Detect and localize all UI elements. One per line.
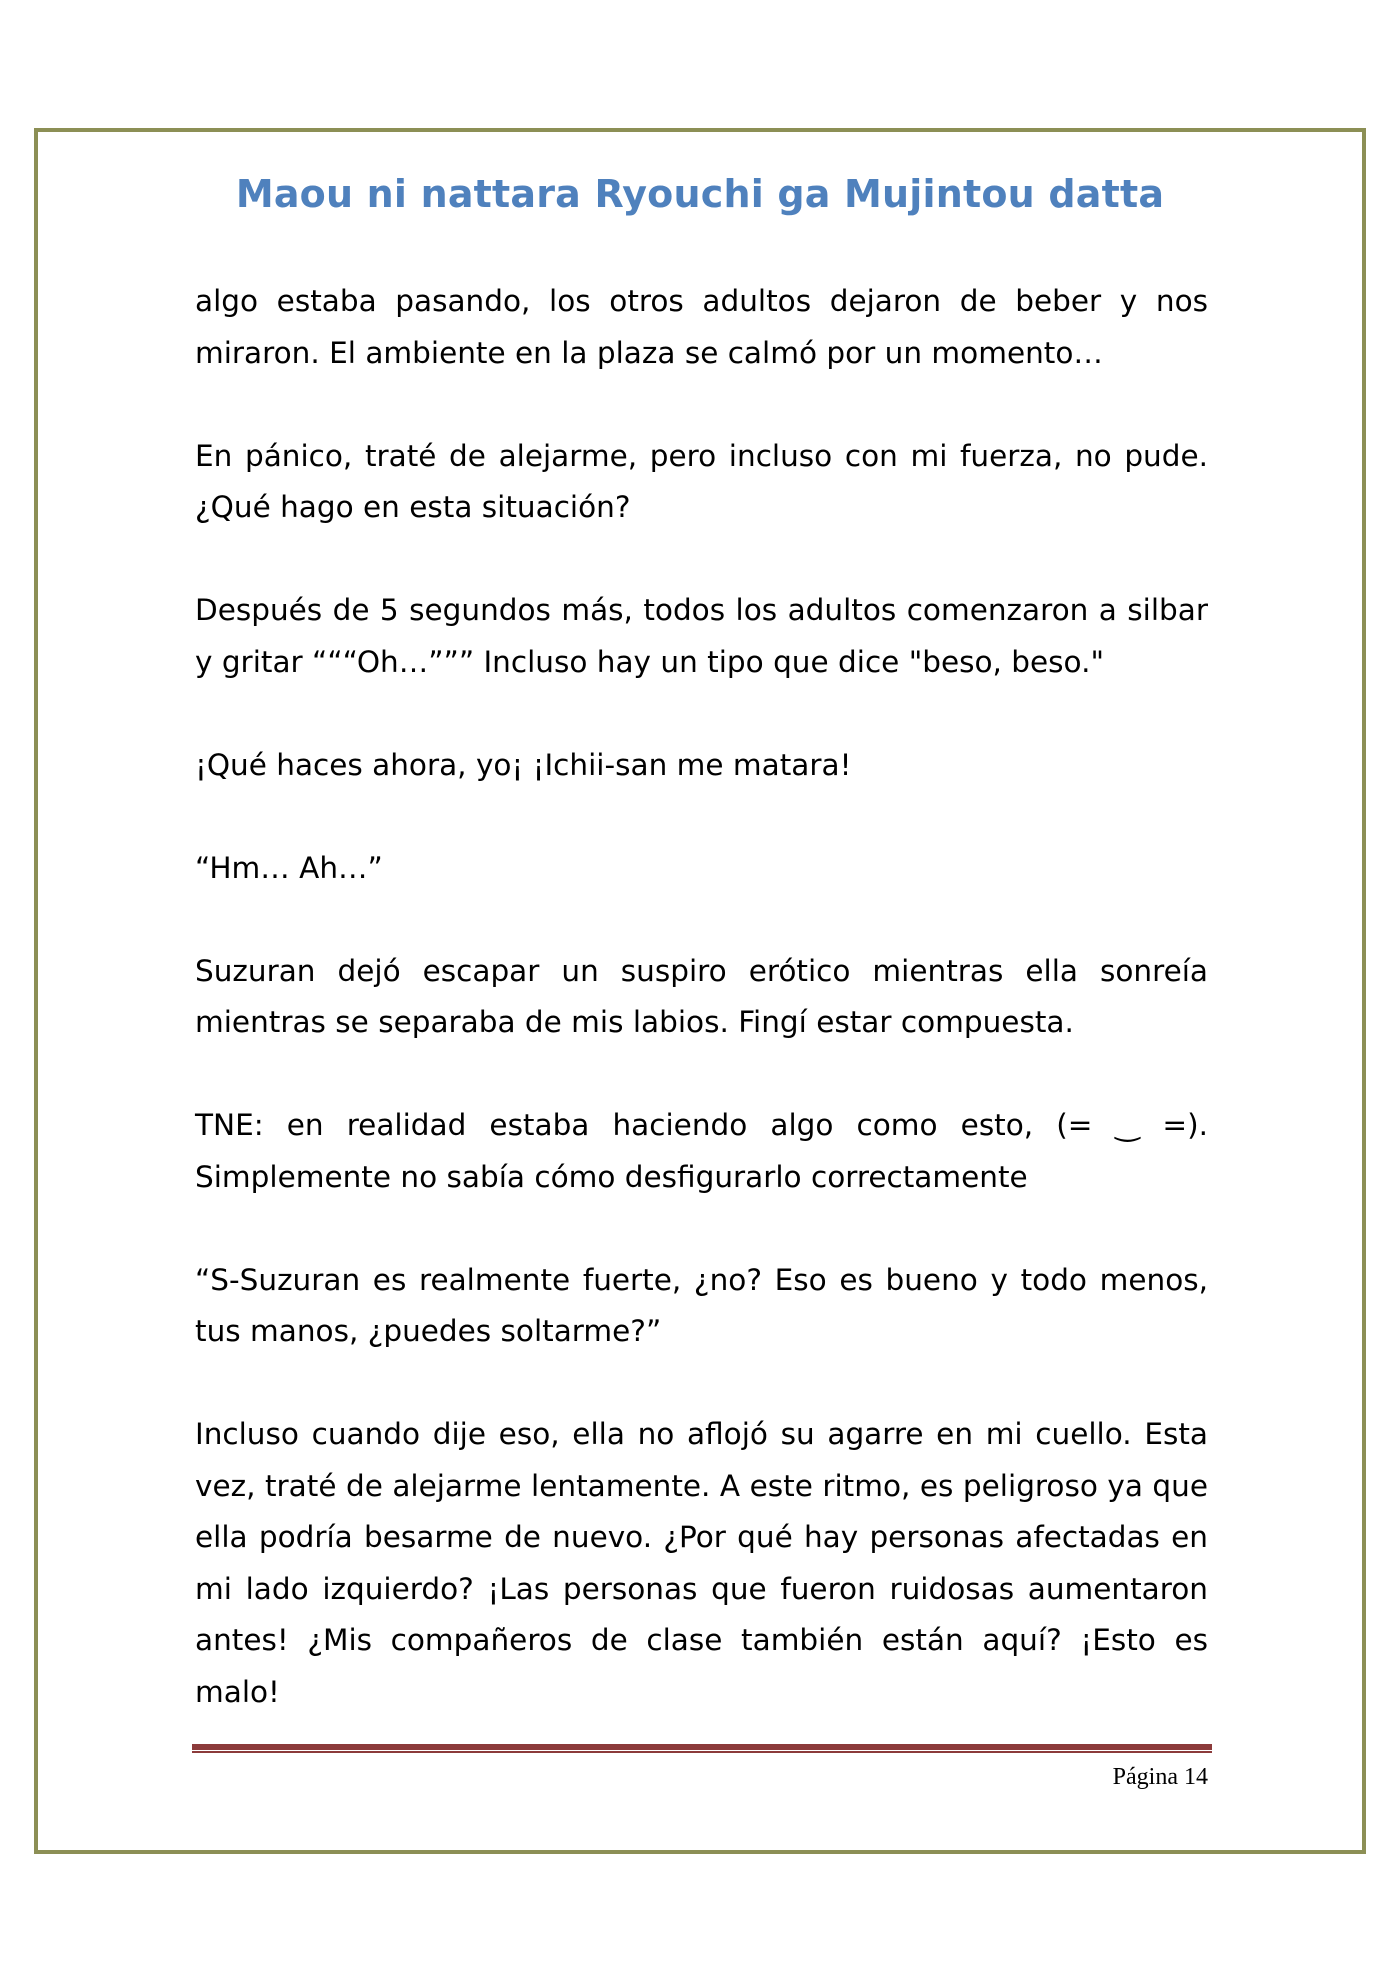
paragraph-8: “S-Suzuran es realmente fuerte, ¿no? Eso es bueno y todo menos, tus manos, ¿puedes soltarme?” (195, 1262, 1208, 1348)
paragraph-5: “Hm… Ah…” (195, 850, 383, 885)
paragraph-2: En pánico, traté de alejarme, pero incluso con mi fuerza, no pude. ¿Qué hago en esta situación? (195, 438, 1208, 524)
paragraph-3: Después de 5 segundos más, todos los adultos comenzaron a silbar y gritar “““Oh…””” Incluso hay un tipo que dice "beso, beso." (195, 593, 1208, 679)
paragraph-1: algo estaba pasando, los otros adultos dejaron de beber y nos miraron. El ambiente en la plaza se calmó por un momento… (195, 284, 1208, 370)
page-number: Página 14 (1112, 1764, 1208, 1790)
paragraph-6: Suzuran dejó escapar un suspiro erótico mientras ella sonreía mientras se separaba de mis labios. Fingí estar compuesta. (195, 953, 1208, 1039)
paragraph-7: TNE: en realidad estaba haciendo algo como esto, (= ‿ =). Simplemente no sabía cómo desfigurarlo correctamente (195, 1108, 1208, 1194)
footer-divider (192, 1744, 1212, 1753)
page-frame (34, 128, 1366, 1854)
paragraph-9: Incluso cuando dije eso, ella no aflojó su agarre en mi cuello. Esta vez, traté de alejarme lentamente. A este ritmo, es peligroso ya que ella podría besarme de nuevo. ¿Por qué hay personas afectadas en mi lado izquierdo? ¡Las personas que fueron ruidosas aumentaron antes! ¿Mis compañeros de clase también están aquí? ¡Esto es malo! (195, 1417, 1208, 1709)
body-text (195, 276, 1208, 1718)
document-title: Maou ni nattara Ryouchi ga Mujintou datta (235, 172, 1165, 216)
paragraph-4: ¡Qué haces ahora, yo¡ ¡Ichii-san me matara! (195, 747, 852, 782)
